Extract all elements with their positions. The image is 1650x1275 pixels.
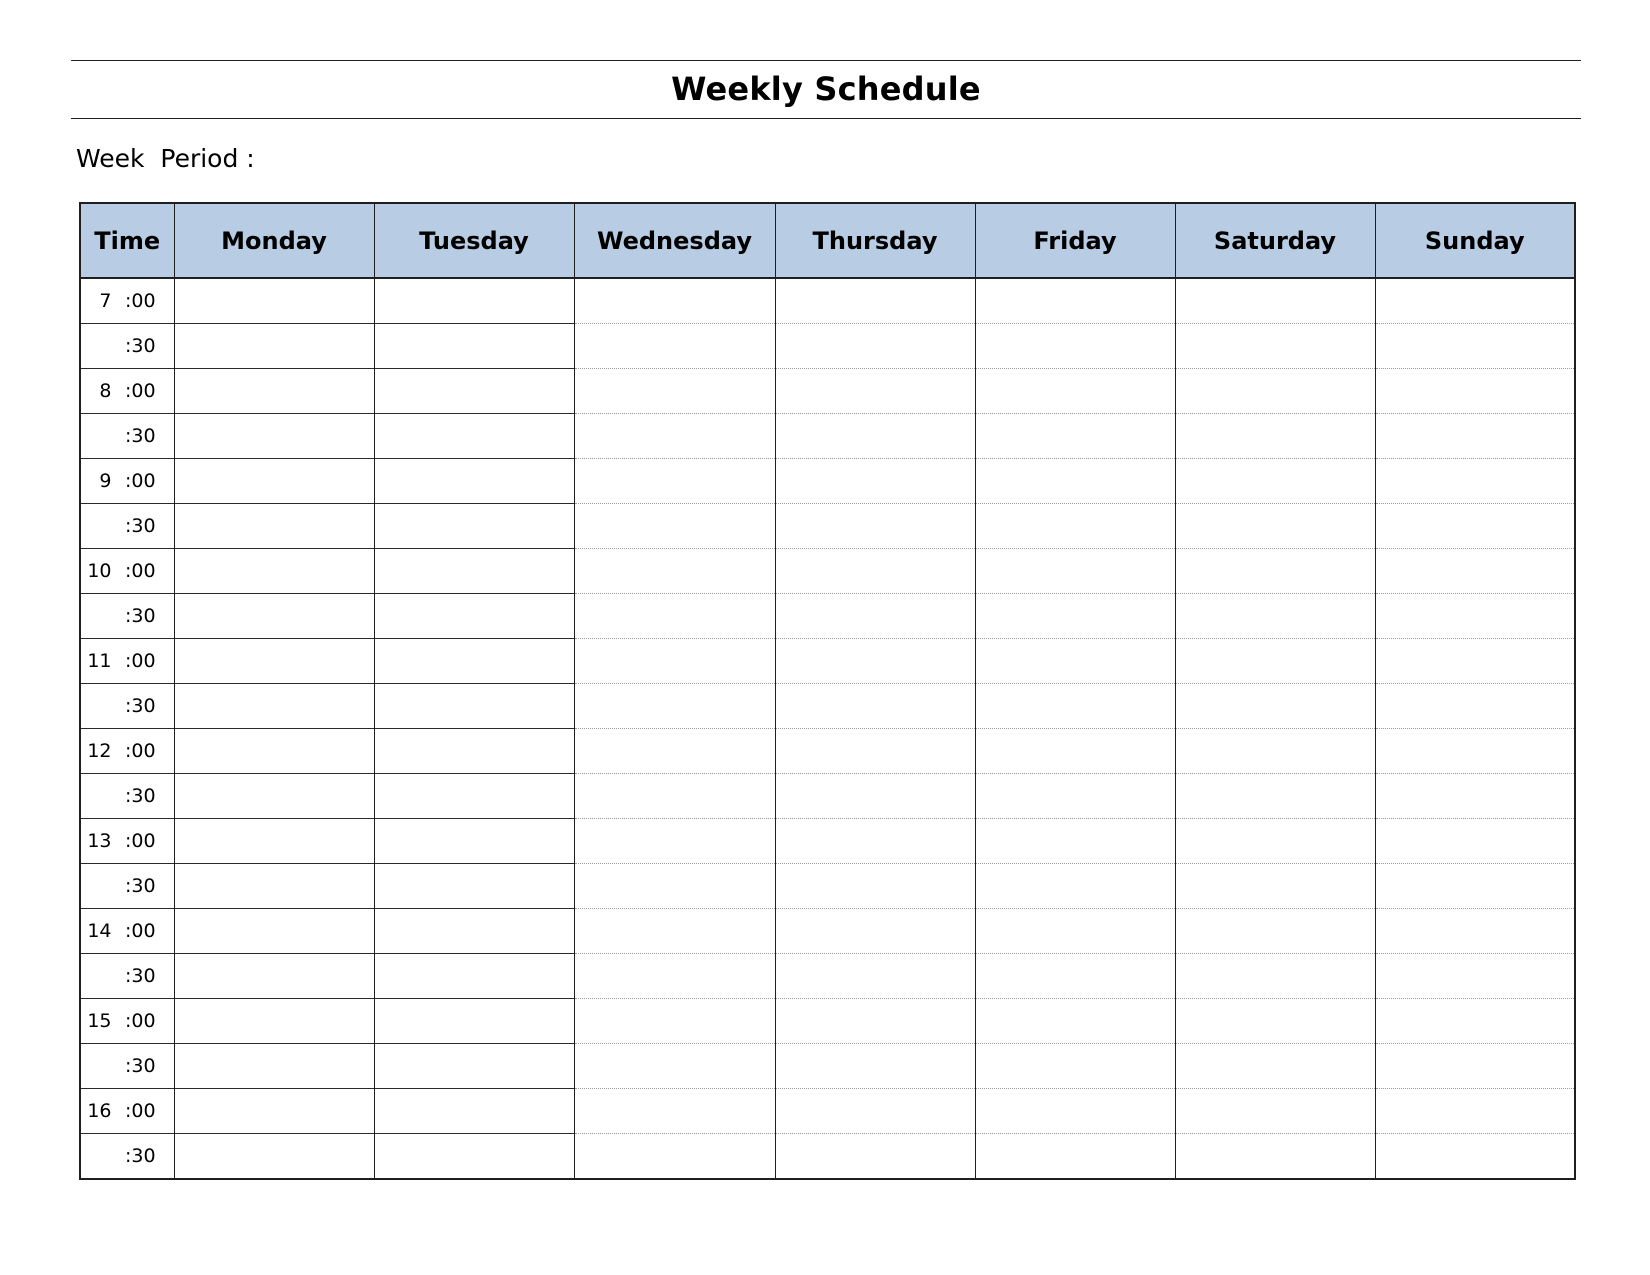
time-cell bbox=[80, 1044, 174, 1089]
slot-thursday[interactable] bbox=[775, 639, 975, 684]
table-row bbox=[80, 1089, 1575, 1134]
slot-monday[interactable] bbox=[174, 549, 374, 594]
slot-friday[interactable] bbox=[975, 1134, 1175, 1180]
table-row bbox=[80, 999, 1575, 1044]
time-cell bbox=[80, 819, 174, 864]
time-minute: :30 bbox=[125, 785, 156, 807]
table-row bbox=[80, 774, 1575, 819]
slot-tuesday[interactable] bbox=[374, 954, 574, 999]
table-row bbox=[80, 954, 1575, 999]
slot-monday[interactable] bbox=[174, 729, 374, 774]
time-cell bbox=[80, 1134, 174, 1180]
slot-sunday[interactable] bbox=[1375, 999, 1575, 1044]
slot-friday[interactable] bbox=[975, 1089, 1175, 1134]
table-row bbox=[80, 324, 1575, 369]
time-minute: :00 bbox=[125, 1100, 156, 1122]
slot-saturday[interactable] bbox=[1175, 864, 1375, 909]
slot-wednesday[interactable] bbox=[574, 729, 775, 774]
slot-friday[interactable] bbox=[975, 999, 1175, 1044]
slot-tuesday[interactable] bbox=[374, 504, 574, 549]
slot-thursday[interactable] bbox=[775, 684, 975, 729]
slot-thursday[interactable] bbox=[775, 324, 975, 369]
time-minute: :00 bbox=[125, 560, 156, 582]
time-minute: :30 bbox=[125, 605, 156, 627]
time-cell bbox=[80, 999, 174, 1044]
slot-monday[interactable] bbox=[174, 999, 374, 1044]
slot-friday[interactable] bbox=[975, 909, 1175, 954]
slot-wednesday[interactable] bbox=[574, 459, 775, 504]
time-minute: :30 bbox=[125, 1145, 156, 1167]
slot-tuesday[interactable] bbox=[374, 1044, 574, 1089]
slot-monday[interactable] bbox=[174, 1044, 374, 1089]
slot-friday[interactable] bbox=[975, 1044, 1175, 1089]
time-hour: 15 bbox=[87, 1010, 112, 1032]
slot-tuesday[interactable] bbox=[374, 414, 574, 459]
slot-saturday[interactable] bbox=[1175, 414, 1375, 459]
table-row bbox=[80, 639, 1575, 684]
slot-wednesday[interactable] bbox=[574, 504, 775, 549]
slot-sunday[interactable] bbox=[1375, 549, 1575, 594]
header-thursday: Thursday bbox=[775, 203, 975, 278]
slot-sunday[interactable] bbox=[1375, 729, 1575, 774]
slot-monday[interactable] bbox=[174, 639, 374, 684]
slot-saturday[interactable] bbox=[1175, 954, 1375, 999]
slot-monday[interactable] bbox=[174, 414, 374, 459]
time-minute: :30 bbox=[125, 515, 156, 537]
slot-tuesday[interactable] bbox=[374, 684, 574, 729]
title-top-rule bbox=[71, 60, 1581, 61]
slot-sunday[interactable] bbox=[1375, 414, 1575, 459]
slot-sunday[interactable] bbox=[1375, 774, 1575, 819]
slot-tuesday[interactable] bbox=[374, 278, 574, 324]
slot-thursday[interactable] bbox=[775, 369, 975, 414]
time-cell bbox=[80, 549, 174, 594]
slot-friday[interactable] bbox=[975, 414, 1175, 459]
slot-sunday[interactable] bbox=[1375, 1044, 1575, 1089]
table-row bbox=[80, 819, 1575, 864]
slot-saturday[interactable] bbox=[1175, 1089, 1375, 1134]
time-hour: 16 bbox=[87, 1100, 112, 1122]
table-row bbox=[80, 414, 1575, 459]
header-monday: Monday bbox=[174, 203, 374, 278]
slot-tuesday[interactable] bbox=[374, 369, 574, 414]
time-cell bbox=[80, 324, 174, 369]
slot-friday[interactable] bbox=[975, 819, 1175, 864]
slot-monday[interactable] bbox=[174, 909, 374, 954]
slot-tuesday[interactable] bbox=[374, 1089, 574, 1134]
slot-saturday[interactable] bbox=[1175, 504, 1375, 549]
slot-friday[interactable] bbox=[975, 369, 1175, 414]
table-row bbox=[80, 278, 1575, 324]
slot-monday[interactable] bbox=[174, 324, 374, 369]
time-minute: :30 bbox=[125, 335, 156, 357]
time-minute: :30 bbox=[125, 965, 156, 987]
slot-thursday[interactable] bbox=[775, 1044, 975, 1089]
time-minute: :00 bbox=[125, 1010, 156, 1032]
table-row bbox=[80, 549, 1575, 594]
title-bottom-rule bbox=[71, 118, 1581, 119]
slot-wednesday[interactable] bbox=[574, 684, 775, 729]
slot-sunday[interactable] bbox=[1375, 369, 1575, 414]
header-sunday: Sunday bbox=[1375, 203, 1575, 278]
time-minute: :00 bbox=[125, 380, 156, 402]
table-row bbox=[80, 729, 1575, 774]
slot-wednesday[interactable] bbox=[574, 819, 775, 864]
slot-monday[interactable] bbox=[174, 278, 374, 324]
slot-wednesday[interactable] bbox=[574, 639, 775, 684]
slot-monday[interactable] bbox=[174, 369, 374, 414]
slot-monday[interactable] bbox=[174, 504, 374, 549]
slot-wednesday[interactable] bbox=[574, 414, 775, 459]
slot-thursday[interactable] bbox=[775, 549, 975, 594]
time-cell bbox=[80, 954, 174, 999]
time-hour: 9 bbox=[99, 470, 112, 492]
slot-wednesday[interactable] bbox=[574, 864, 775, 909]
slot-sunday[interactable] bbox=[1375, 459, 1575, 504]
table-row bbox=[80, 684, 1575, 729]
slot-sunday[interactable] bbox=[1375, 324, 1575, 369]
slot-friday[interactable] bbox=[975, 684, 1175, 729]
time-cell bbox=[80, 1089, 174, 1134]
slot-thursday[interactable] bbox=[775, 909, 975, 954]
time-cell bbox=[80, 594, 174, 639]
slot-friday[interactable] bbox=[975, 459, 1175, 504]
time-minute: :30 bbox=[125, 425, 156, 447]
slot-thursday[interactable] bbox=[775, 864, 975, 909]
slot-tuesday[interactable] bbox=[374, 774, 574, 819]
slot-saturday[interactable] bbox=[1175, 369, 1375, 414]
time-hour: 10 bbox=[87, 560, 112, 582]
slot-saturday[interactable] bbox=[1175, 1044, 1375, 1089]
slot-tuesday[interactable] bbox=[374, 999, 574, 1044]
slot-tuesday[interactable] bbox=[374, 549, 574, 594]
time-cell bbox=[80, 504, 174, 549]
slot-saturday[interactable] bbox=[1175, 324, 1375, 369]
slot-thursday[interactable] bbox=[775, 594, 975, 639]
schedule-body bbox=[80, 278, 1575, 1179]
slot-tuesday[interactable] bbox=[374, 459, 574, 504]
slot-saturday[interactable] bbox=[1175, 684, 1375, 729]
time-cell bbox=[80, 639, 174, 684]
table-row bbox=[80, 864, 1575, 909]
time-minute: :30 bbox=[125, 695, 156, 717]
slot-thursday[interactable] bbox=[775, 1134, 975, 1180]
slot-thursday[interactable] bbox=[775, 774, 975, 819]
slot-sunday[interactable] bbox=[1375, 954, 1575, 999]
slot-wednesday[interactable] bbox=[574, 549, 775, 594]
schedule-table bbox=[79, 202, 1576, 1180]
slot-saturday[interactable] bbox=[1175, 278, 1375, 324]
slot-wednesday[interactable] bbox=[574, 594, 775, 639]
time-cell bbox=[80, 369, 174, 414]
slot-thursday[interactable] bbox=[775, 1089, 975, 1134]
table-row bbox=[80, 459, 1575, 504]
slot-saturday[interactable] bbox=[1175, 909, 1375, 954]
slot-tuesday[interactable] bbox=[374, 819, 574, 864]
slot-sunday[interactable] bbox=[1375, 684, 1575, 729]
time-cell bbox=[80, 864, 174, 909]
slot-thursday[interactable] bbox=[775, 819, 975, 864]
page-title: Weekly Schedule bbox=[671, 70, 981, 108]
time-minute: :30 bbox=[125, 1055, 156, 1077]
slot-wednesday[interactable] bbox=[574, 324, 775, 369]
week-period-label: Week Period : bbox=[76, 144, 255, 173]
slot-friday[interactable] bbox=[975, 594, 1175, 639]
slot-friday[interactable] bbox=[975, 729, 1175, 774]
slot-monday[interactable] bbox=[174, 1134, 374, 1180]
time-minute: :00 bbox=[125, 740, 156, 762]
slot-friday[interactable] bbox=[975, 278, 1175, 324]
slot-saturday[interactable] bbox=[1175, 999, 1375, 1044]
time-cell bbox=[80, 459, 174, 504]
time-cell bbox=[80, 909, 174, 954]
slot-wednesday[interactable] bbox=[574, 1089, 775, 1134]
slot-saturday[interactable] bbox=[1175, 1134, 1375, 1180]
slot-thursday[interactable] bbox=[775, 459, 975, 504]
slot-thursday[interactable] bbox=[775, 999, 975, 1044]
slot-sunday[interactable] bbox=[1375, 594, 1575, 639]
slot-monday[interactable] bbox=[174, 594, 374, 639]
header-time: Time bbox=[80, 203, 174, 278]
slot-sunday[interactable] bbox=[1375, 639, 1575, 684]
slot-saturday[interactable] bbox=[1175, 594, 1375, 639]
slot-tuesday[interactable] bbox=[374, 639, 574, 684]
time-hour: 14 bbox=[87, 920, 112, 942]
slot-wednesday[interactable] bbox=[574, 774, 775, 819]
slot-tuesday[interactable] bbox=[374, 1134, 574, 1180]
slot-wednesday[interactable] bbox=[574, 999, 775, 1044]
header-saturday: Saturday bbox=[1175, 203, 1375, 278]
slot-sunday[interactable] bbox=[1375, 909, 1575, 954]
time-hour: 8 bbox=[99, 380, 112, 402]
slot-sunday[interactable] bbox=[1375, 1134, 1575, 1180]
slot-monday[interactable] bbox=[174, 459, 374, 504]
slot-saturday[interactable] bbox=[1175, 819, 1375, 864]
table-row bbox=[80, 504, 1575, 549]
slot-friday[interactable] bbox=[975, 774, 1175, 819]
time-minute: :00 bbox=[125, 650, 156, 672]
slot-sunday[interactable] bbox=[1375, 504, 1575, 549]
slot-friday[interactable] bbox=[975, 504, 1175, 549]
slot-tuesday[interactable] bbox=[374, 909, 574, 954]
slot-wednesday[interactable] bbox=[574, 954, 775, 999]
slot-tuesday[interactable] bbox=[374, 594, 574, 639]
table-row bbox=[80, 369, 1575, 414]
slot-wednesday[interactable] bbox=[574, 1134, 775, 1180]
header-wednesday: Wednesday bbox=[574, 203, 775, 278]
slot-sunday[interactable] bbox=[1375, 1089, 1575, 1134]
slot-friday[interactable] bbox=[975, 639, 1175, 684]
slot-tuesday[interactable] bbox=[374, 324, 574, 369]
table-row bbox=[80, 1134, 1575, 1180]
time-cell bbox=[80, 729, 174, 774]
slot-friday[interactable] bbox=[975, 324, 1175, 369]
time-minute: :00 bbox=[125, 290, 156, 312]
slot-sunday[interactable] bbox=[1375, 819, 1575, 864]
slot-monday[interactable] bbox=[174, 864, 374, 909]
header-tuesday: Tuesday bbox=[374, 203, 574, 278]
slot-thursday[interactable] bbox=[775, 414, 975, 459]
slot-tuesday[interactable] bbox=[374, 729, 574, 774]
time-hour: 11 bbox=[87, 650, 112, 672]
slot-wednesday[interactable] bbox=[574, 278, 775, 324]
time-minute: :00 bbox=[125, 830, 156, 852]
slot-friday[interactable] bbox=[975, 864, 1175, 909]
slot-thursday[interactable] bbox=[775, 504, 975, 549]
slot-monday[interactable] bbox=[174, 819, 374, 864]
time-cell bbox=[80, 278, 174, 324]
slot-friday[interactable] bbox=[975, 549, 1175, 594]
slot-wednesday[interactable] bbox=[574, 909, 775, 954]
header-row bbox=[80, 203, 1575, 278]
slot-thursday[interactable] bbox=[775, 278, 975, 324]
table-row bbox=[80, 909, 1575, 954]
time-minute: :00 bbox=[125, 920, 156, 942]
slot-saturday[interactable] bbox=[1175, 459, 1375, 504]
time-cell bbox=[80, 414, 174, 459]
slot-monday[interactable] bbox=[174, 774, 374, 819]
slot-saturday[interactable] bbox=[1175, 774, 1375, 819]
slot-wednesday[interactable] bbox=[574, 1044, 775, 1089]
slot-monday[interactable] bbox=[174, 1089, 374, 1134]
slot-sunday[interactable] bbox=[1375, 278, 1575, 324]
slot-saturday[interactable] bbox=[1175, 729, 1375, 774]
slot-monday[interactable] bbox=[174, 684, 374, 729]
time-minute: :00 bbox=[125, 470, 156, 492]
time-cell bbox=[80, 774, 174, 819]
slot-monday[interactable] bbox=[174, 954, 374, 999]
time-hour: 12 bbox=[87, 740, 112, 762]
table-row bbox=[80, 594, 1575, 639]
header-friday: Friday bbox=[975, 203, 1175, 278]
time-hour: 7 bbox=[99, 290, 112, 312]
slot-friday[interactable] bbox=[975, 954, 1175, 999]
slot-thursday[interactable] bbox=[775, 954, 975, 999]
slot-tuesday[interactable] bbox=[374, 864, 574, 909]
slot-wednesday[interactable] bbox=[574, 369, 775, 414]
time-hour: 13 bbox=[87, 830, 112, 852]
slot-sunday[interactable] bbox=[1375, 864, 1575, 909]
time-minute: :30 bbox=[125, 875, 156, 897]
slot-saturday[interactable] bbox=[1175, 639, 1375, 684]
slot-thursday[interactable] bbox=[775, 729, 975, 774]
table-row bbox=[80, 1044, 1575, 1089]
slot-saturday[interactable] bbox=[1175, 549, 1375, 594]
time-cell bbox=[80, 684, 174, 729]
